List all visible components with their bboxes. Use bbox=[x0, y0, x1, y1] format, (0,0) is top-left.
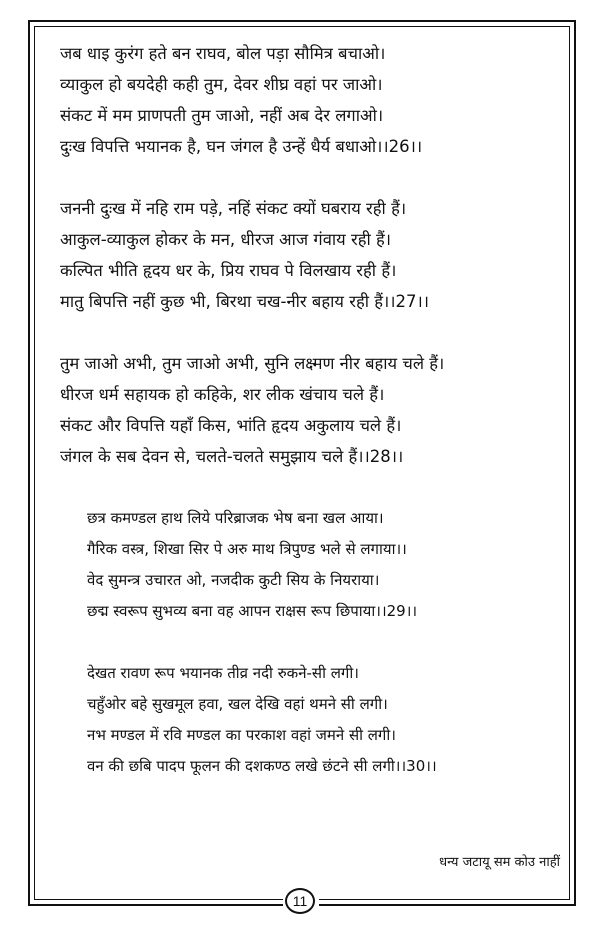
verse-line: जंगल के सब देवन से, चलते-चलते समुझाय चले हैं।।28।। bbox=[60, 447, 404, 466]
verse-line: नभ मण्डल में रवि मण्डल का परकाश वहां जमने सी लगी। bbox=[87, 726, 396, 744]
running-footer-title: धन्य जटायू सम कोउ नाहीं bbox=[439, 855, 560, 870]
verse-line: मातु बिपत्ति नहीं कुछ भी, बिरथा चख-नीर बहाय रही हैं।।27।। bbox=[60, 292, 429, 311]
verse-line: चहुँओर बहे सुखमूल हवा, खल देखि वहां थमने सी लगी। bbox=[87, 695, 388, 713]
verse-line: वन की छबि पादप फूलन की दशकण्ठ लखे छंटने सी लगी।।30।। bbox=[87, 757, 437, 775]
stanza-27 bbox=[60, 193, 552, 317]
verse-line: छद्म स्वरूप सुभव्य बना वह आपन राक्षस रूप छिपाया।।29।। bbox=[87, 602, 418, 620]
verse-line: छत्र कमण्डल हाथ लिये परिब्राजक भेष बना खल आया। bbox=[87, 509, 384, 527]
verse-line: दुःख विपत्ति भयानक है, घन जंगल है उन्हें धैर्य बधाओ।।26।। bbox=[60, 137, 423, 156]
verse-line: संकट में मम प्राणपती तुम जाओ, नहीं अब देर लगाओ। bbox=[60, 106, 384, 125]
verse-line: जननी दुःख में नहि राम पड़े, नहिं संकट क्यों घबराय रही हैं। bbox=[60, 199, 407, 218]
verse-line: कल्पित भीति हृदय धर के, प्रिय राघव पे विलखाय रही हैं। bbox=[60, 261, 397, 280]
stanza-28 bbox=[60, 348, 552, 472]
verse-line: आकुल-व्याकुल होकर के मन, धीरज आज गंवाय रही हैं। bbox=[60, 230, 392, 249]
verse-line: वेद सुमन्त्र उचारत ओ, नजदीक कुटी सिय के नियराया। bbox=[87, 571, 380, 589]
verse-line: गैरिक वस्त्र, शिखा सिर पे अरु माथ त्रिपुण्ड भले से लगाया।। bbox=[87, 540, 407, 558]
verse-line: व्याकुल हो बयदेही कही तुम, देवर शीघ्र वहां पर जाओ। bbox=[60, 75, 383, 94]
verse-line: तुम जाओ अभी, तुम जाओ अभी, सुनि लक्ष्मण नीर बहाय चले हैं। bbox=[60, 354, 445, 373]
page-number: 11 bbox=[285, 888, 315, 914]
page-number-badge bbox=[283, 887, 319, 917]
stanza-26 bbox=[60, 38, 552, 162]
poem-body bbox=[60, 38, 552, 813]
verse-line: धीरज धर्म सहायक हो कहिके, शर लीक खंचाय चले हैं। bbox=[60, 385, 385, 404]
stanza-29 bbox=[60, 503, 552, 627]
verse-line: जब धाइ कुरंग हते बन राघव, बोल पड़ा सौमित्र बचाओ। bbox=[60, 44, 386, 63]
verse-line: संकट और विपत्ति यहाँ किस, भांति हृदय अकुलाय चले हैं। bbox=[60, 416, 402, 435]
stanza-30 bbox=[60, 658, 552, 782]
verse-line: देखत रावण रूप भयानक तीव्र नदी रुकने-सी लगी। bbox=[87, 664, 359, 682]
